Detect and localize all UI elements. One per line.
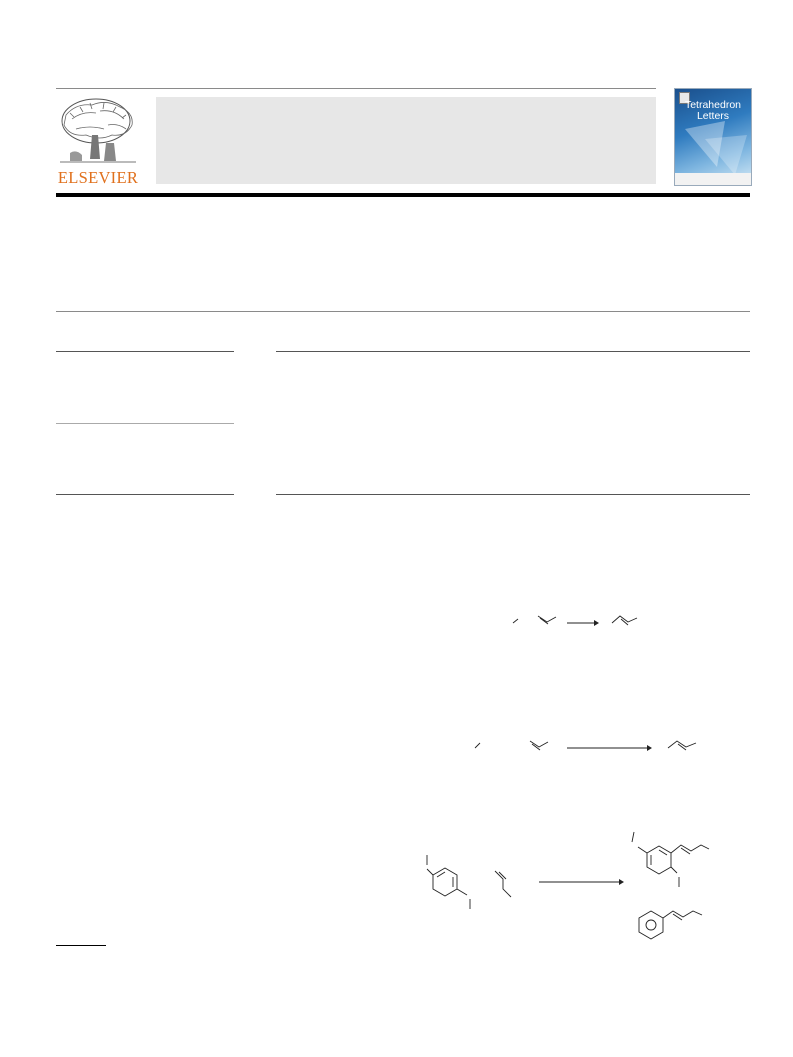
article-info-rule-3 (56, 494, 234, 495)
reaction-scheme-1 (500, 610, 650, 632)
footnote-rule (56, 945, 106, 946)
journal-header-banner (156, 97, 656, 184)
article-info-top-rule (56, 311, 750, 312)
article-info-rule-1 (56, 351, 234, 352)
article-info-rule-2 (56, 423, 234, 424)
abstract-bottom-rule (276, 494, 750, 495)
cover-title-line1: Tetrahedron (684, 99, 742, 111)
cover-footer (675, 173, 751, 185)
header-thick-rule (56, 193, 750, 197)
abstract-top-rule (276, 351, 750, 352)
publisher-wordmark: ELSEVIER (57, 168, 139, 187)
benzene-ring-product-2 (639, 911, 663, 939)
reagent-bond-2 (475, 743, 480, 748)
top-rule (56, 88, 656, 89)
product-substituent-a (632, 832, 634, 842)
reagent-bond-1 (513, 619, 518, 623)
reaction-scheme-2 (465, 734, 705, 758)
reaction-scheme-3 (415, 825, 715, 943)
journal-cover-icon (674, 88, 752, 186)
butene-reagent (495, 871, 511, 897)
cover-title-line2: Letters (696, 110, 730, 122)
butenyl-chain-product-2 (663, 911, 702, 918)
butenyl-chain-product-1 (671, 845, 709, 853)
